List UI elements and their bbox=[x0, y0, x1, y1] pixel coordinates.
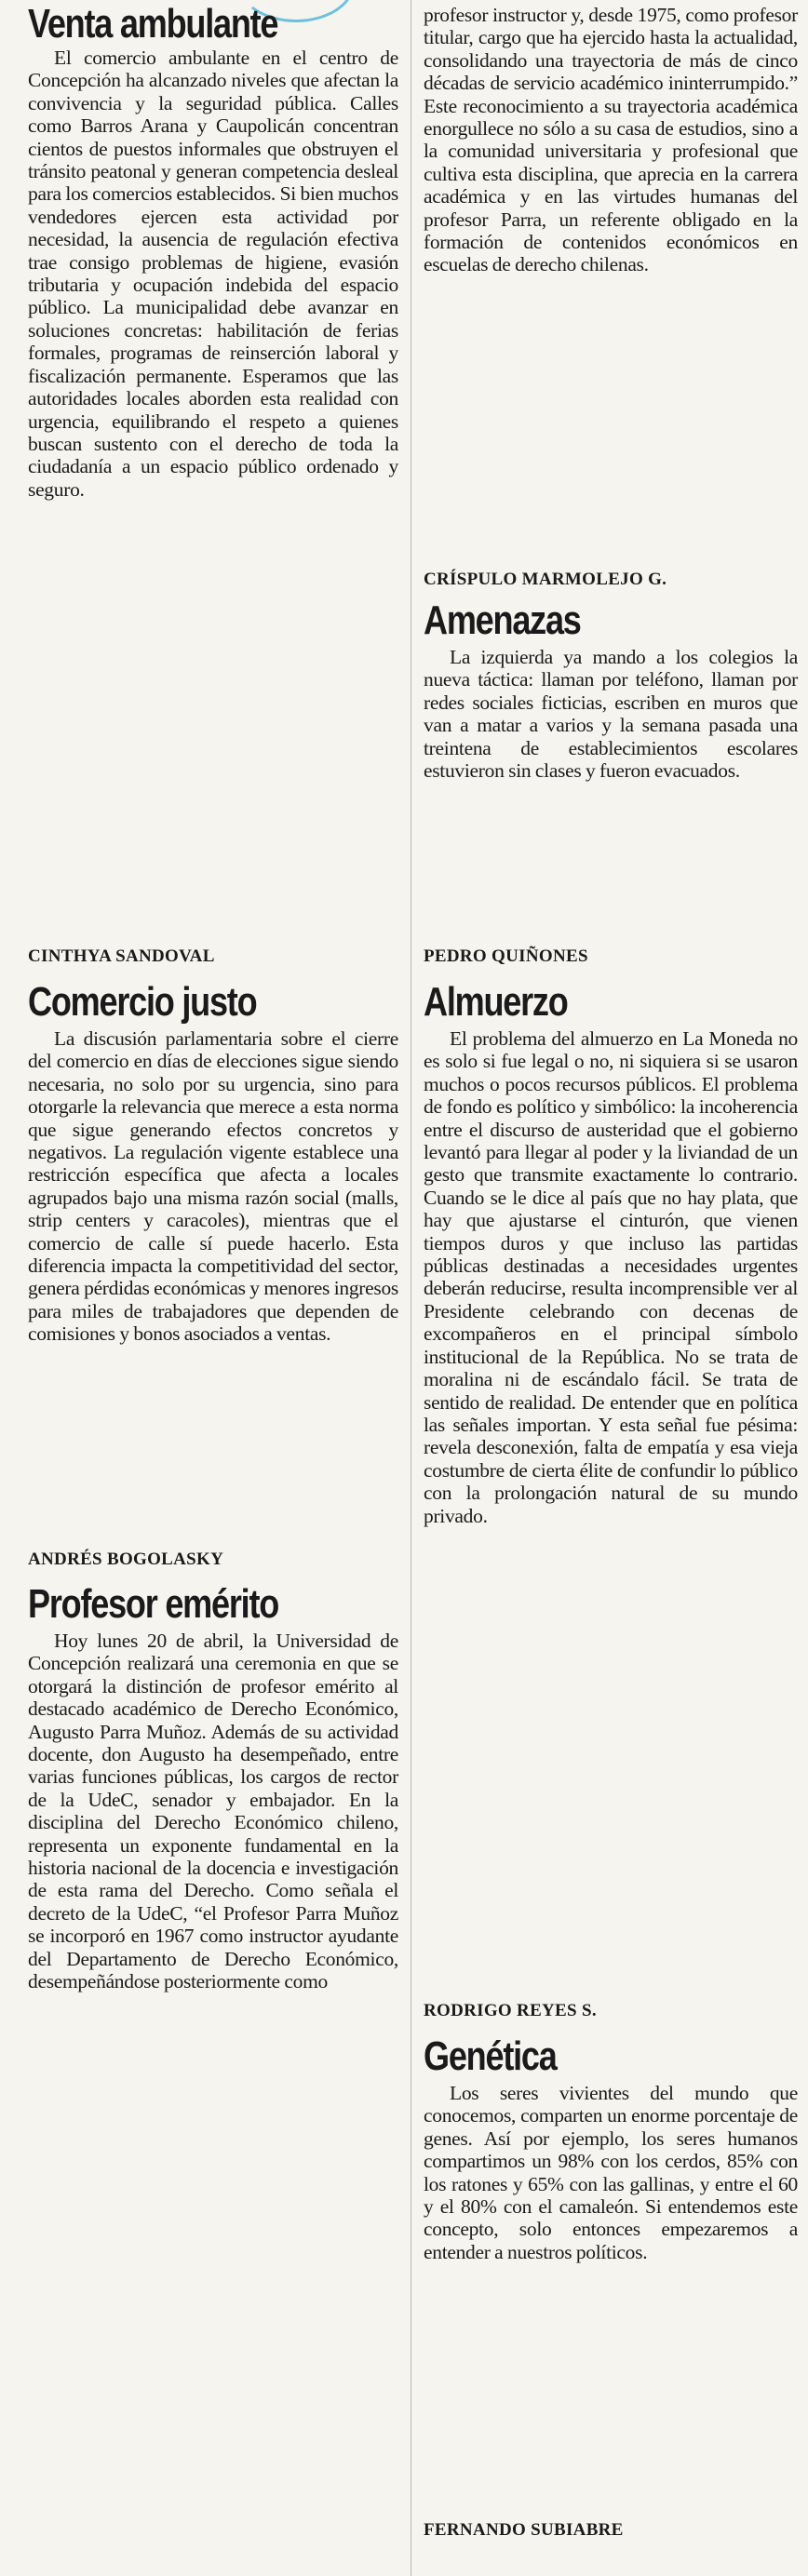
letter-body: El comercio ambulante en el centro de Concepción ha alcanzado niveles que afectan la convivencia y la seguridad pública. Calles como Barros Arana y Caupolicán concentran cientos de puestos informales que obstruyen el tránsito peatonal y generan competencia desleal para los comercios establecidos. Si bien muchos vendedores ejercen esta actividad por necesidad, la ausencia de regulación efectiva trae consigo problemas de higiene, evasión tributaria y ocupación indebida del espacio público. La municipalidad debe avanzar en soluciones concretas: habilitación de ferias formales, programas de reinserción laboral y fiscalización permanente. Esperamos que las autoridades locales aborden esta realidad con urgencia, equilibrando el respeto a quienes buscan sustento con el derecho de toda la ciudadanía a un espacio público ordenado y seguro. bbox=[28, 47, 398, 501]
letter-title: Profesor emérito bbox=[28, 1581, 279, 1627]
letter-author-block bbox=[424, 946, 798, 967]
letter-author: CINTHYA SANDOVAL bbox=[28, 946, 215, 966]
letter-title: Almuerzo bbox=[424, 979, 568, 1025]
letter-title: Genética bbox=[424, 2033, 557, 2079]
letter-venta-ambulante bbox=[28, 2, 398, 501]
letter-comercio-justo bbox=[28, 977, 398, 1346]
letter-author-block bbox=[28, 946, 398, 967]
letter-body: Los seres vivientes del mundo que conocemos, comparten un enorme porcentaje de genes. Así por ejemplo, los seres humanos compartimos un 98% con los cerdos, 85% con los ratones y 65% con las gallinas, y entre el 60 y el 80% con el camaleón. Si entendemos este concepto, solo entonces empezaremos a entender a nuestros políticos. bbox=[424, 2082, 798, 2263]
letter-author: PEDRO QUIÑONES bbox=[424, 946, 588, 966]
letter-author: CRÍSPULO MARMOLEJO G. bbox=[424, 570, 667, 589]
letter-genetica bbox=[424, 2032, 798, 2263]
letter-title: Comercio justo bbox=[28, 979, 257, 1025]
letter-title: Venta ambulante bbox=[28, 1, 278, 47]
letter-author-block bbox=[424, 570, 798, 590]
letter-body: La discusión parlamentaria sobre el cierre del comercio en días de elecciones sigue siendo necesaria, no solo por su urgencia, sino para otorgarle la relevancia que merece a esta norma que sigue generando efectos concretos y negativos. La regulación vigente establece una restricción específica que afecta a locales agrupados bajo una misma razón social (malls, strip centers y caracoles), mientras que el comercio de calle sí puede hacerlo. Esta diferencia impacta la competitividad del sector, genera pérdidas económicas y menores ingresos para miles de trabajadores que dependen de comisiones y bonos asociados a ventas. bbox=[28, 1027, 398, 1346]
letter-body: La izquierda ya mando a los colegios la nueva táctica: llaman por teléfono, llaman por redes sociales ficticias, escriben en muros que van a matar a varios y la semana pasada una treintena de establecimientos escolares estuvieron sin clases y fueron evacuados. bbox=[424, 646, 798, 783]
letter-author: FERNANDO SUBIABRE bbox=[424, 2520, 624, 2540]
letter-author: ANDRÉS BOGOLASKY bbox=[28, 1550, 224, 1569]
letter-author-block bbox=[424, 2520, 798, 2541]
letter-continuation bbox=[424, 4, 798, 276]
letter-author: RODRIGO REYES S. bbox=[424, 2001, 597, 2020]
letter-author-block bbox=[28, 1550, 398, 1570]
letter-body: Hoy lunes 20 de abril, la Universidad de Concepción realizará una ceremonia en que se otorgará la distinción de profesor emérito al destacado académico de Derecho Económico, Augusto Parra Muñoz. Además de su actividad docente, don Augusto ha desempeñado, entre varias funciones públicas, los cargos de rector de la UdeC, senador y embajador. En la disciplina del Derecho Económico chileno, representa un exponente fundamental en la historia nacional de la docencia e investigación de esta rama del Derecho. Como señala el decreto de la UdeC, “el Profesor Parra Muñoz se incorporó en 1967 como instructor ayudante del Departamento de Derecho Económico, desempeñándose posteriormente como bbox=[28, 1630, 398, 1993]
letter-body-continuation: profesor instructor y, desde 1975, como profesor titular, cargo que ha ejercido hasta la actualidad, consolidando una trayectoria de más de cinco décadas de servicio académico ininterrumpido.” Este reconocimiento a su trayectoria académica enorgullece no sólo a su casa de estudios, sino a la comunidad universitaria y profesional que cultiva esta disciplina, que aprecia en la carrera académica y en las virtudes humanas del profesor Parra, un referente obligado en la formación de contenidos económicos en escuelas de derecho chilenas. bbox=[424, 4, 798, 276]
letter-body: El problema del almuerzo en La Moneda no es solo si fue legal o no, ni siquiera si se usaron muchos o pocos recursos públicos. El problema de fondo es político y simbólico: la incoherencia entre el discurso de austeridad que el gobierno levantó para llegar al poder y la liviandad de un gesto que transmite exactamente lo contrario. Cuando se le dice al país que no hay plata, que hay que ajustarse el cinturón, que vienen tiempos duros y que incluso las partidas públicas destinadas a necesidades urgentes deberán reducirse, resulta incomprensible ver al Presidente celebrando con decenas de excompañeros en el principal símbolo institucional de la República. No se trata de moralina ni de escándalo fácil. Se trata de sentido de realidad. De entender que en política las señales importan. Y esta señal fue pésima: revela desconexión, falta de empatía y esa vieja costumbre de cierta élite de confundir lo público con la prolongación natural de su mundo privado. bbox=[424, 1027, 798, 1527]
letter-title: Amenazas bbox=[424, 597, 581, 643]
letter-amenazas bbox=[424, 596, 798, 782]
letter-author-block bbox=[424, 2001, 798, 2021]
letter-profesor-emerito bbox=[28, 1579, 398, 1993]
letter-almuerzo bbox=[424, 977, 798, 1527]
